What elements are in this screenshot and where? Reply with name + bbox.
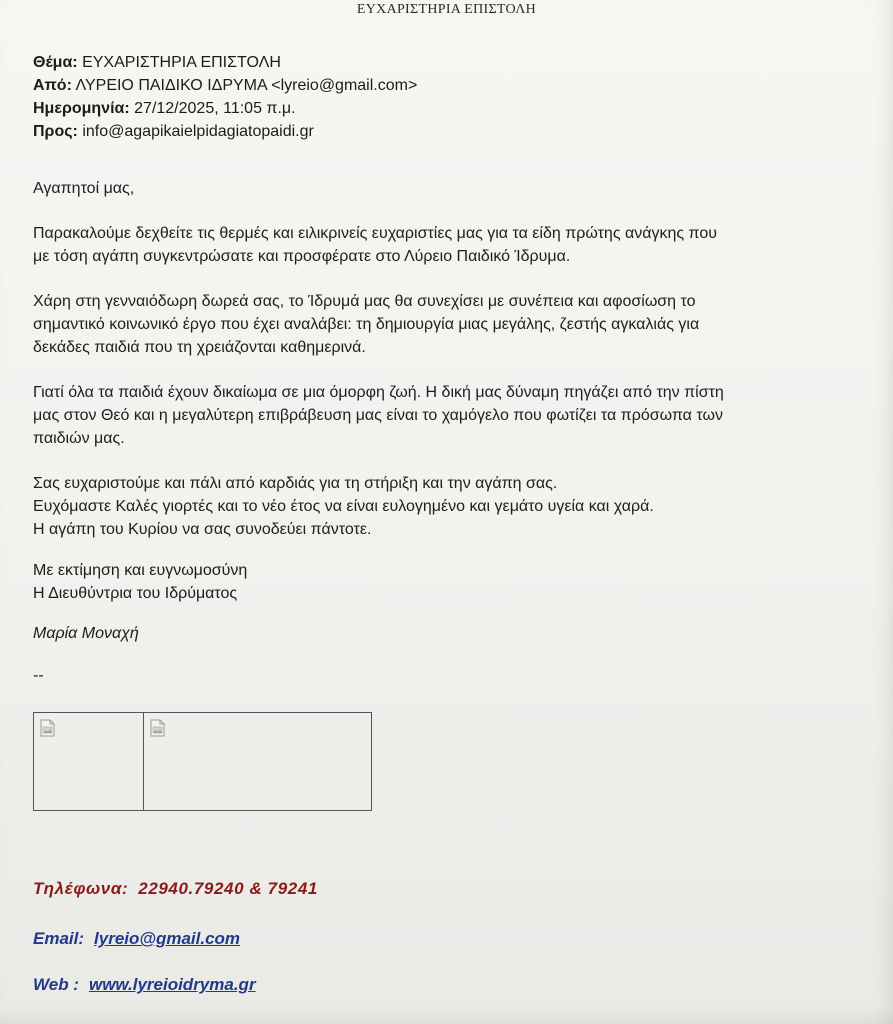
phone-value: 22940.79240 & 79241 [138,879,318,898]
phone-label: Τηλέφωνα: [33,879,129,898]
date-value: 27/12/2025, 11:05 π.μ. [134,100,296,117]
to-row [33,120,417,143]
broken-image-left [33,712,144,811]
web-line [33,975,256,995]
letter-body [33,177,833,563]
paragraph-3 [33,381,833,450]
paragraph-line: με τόση αγάπη συγκεντρώσατε και προσφέρατε στο Λύρειο Παιδικό Ίδρυμα. [33,248,571,265]
subject-label: Θέμα: [33,54,78,71]
paragraph-line: Σας ευχαριστούμε και πάλι από καρδιάς για τη στήριξη και την αγάπη σας. [33,475,558,492]
paragraph-line: σημαντικό κοινωνικό έργο που έχει αναλάβει: τη δημιουργία μιας μεγάλης, ζεστής αγκαλιάς για [33,316,700,333]
paragraph-line: παιδιών μας. [33,430,125,447]
paragraph-line: Η αγάπη του Κυρίου να σας συνοδεύει πάντοτε. [33,521,372,538]
paragraph-line: δεκάδες παιδιά που τη χρειάζονται καθημερινά. [33,339,366,356]
paragraph-2 [33,290,833,359]
web-label: Web : [33,975,79,994]
email-header [33,51,417,143]
email-line [33,929,240,949]
paragraph-1 [33,222,833,268]
closing-line: Με εκτίμηση και ευγνωμοσύνη [33,562,248,579]
email-link[interactable]: lyreio@gmail.com [94,929,241,948]
date-label: Ημερομηνία: [33,100,130,117]
paragraph-line: Χάρη στη γενναιόδωρη δωρεά σας, το Ίδρυμά μας θα συνεχίσει με συνέπεια και αφοσίωση το [33,293,696,310]
phone-line [33,879,318,899]
subject-value: ΕΥΧΑΡΙΣΤΗΡΙΑ ΕΠΙΣΤΟΛΗ [82,54,281,71]
paragraph-line: Γιατί όλα τα παιδιά έχουν δικαίωμα σε μια όμορφη ζωή. Η δική μας δύναμη πηγάζει από την πίστη [33,384,724,401]
signature-separator: -- [33,667,44,684]
signature-name: Μαρία Μοναχή [33,625,139,642]
document-title: ΕΥΧΑΡΙΣΤΗΡΙΑ ΕΠΙΣΤΟΛΗ [356,2,537,17]
from-row [33,74,417,97]
from-value: ΛΥΡΕΙΟ ΠΑΙΔΙΚΟ ΙΔΡΥΜΑ <lyreio@gmail.com> [75,77,418,94]
subject-row [33,51,417,74]
broken-image-icon [40,719,56,737]
date-row [33,97,417,120]
email-label: Email: [33,929,85,948]
web-link[interactable]: www.lyreioidryma.gr [88,975,256,994]
to-value: info@agapikaielpidagiatopaidi.gr [82,123,314,140]
paragraph-line: Ευχόμαστε Καλές γιορτές και το νέο έτος να είναι ευλογημένο και γεμάτο υγεία και χαρά. [33,498,654,515]
broken-image-right [143,712,372,811]
broken-image-icon [150,719,166,737]
closing-line: Η Διευθύντρια του Ιδρύματος [33,585,238,602]
paragraph-line: μας στον Θεό και η μεγαλύτερη επιβράβευση μας είναι το χαμόγελο που φωτίζει τα πρόσωπα των [33,407,723,424]
from-label: Από: [33,77,72,94]
to-label: Προς: [33,123,78,140]
greeting: Αγαπητοί μας, [33,180,135,197]
paragraph-4 [33,472,833,541]
paragraph-line: Παρακαλούμε δεχθείτε τις θερμές και ειλικρινείς ευχαριστίες μας για τα είδη πρώτης ανάγκης που [33,225,717,242]
closing-block [33,559,247,605]
